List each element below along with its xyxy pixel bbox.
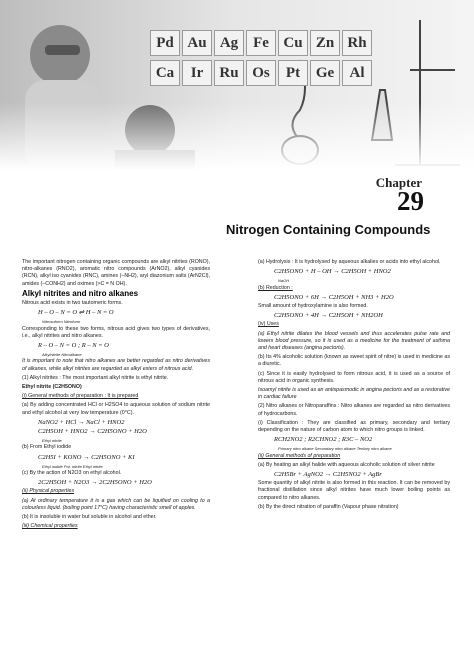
chapter-number: 29 xyxy=(397,186,424,216)
element-cell: Ag xyxy=(214,30,244,56)
tautomer-caption: Nitrosoform Nitroform xyxy=(42,319,81,325)
classification-caption: Primary nitro alkane Secondary nitro alkane Tertiary nitro alkane xyxy=(278,446,392,452)
physical-property-a: (a) At ordinary temperature it is a gas which can be liquified on cooling to a colourless liquid. (boiling point 17°C) having characteristic smell of apples. xyxy=(22,497,210,511)
equation-2-caption: Ethyl nitrite xyxy=(42,438,62,444)
physical-property-b: (b) It is insoluble in water but soluble in alcohol and ether. xyxy=(22,514,157,521)
element-cell: Pt xyxy=(278,60,308,86)
reduction-equation-2: C2H5ONO + 4H → C2H5OH + NH2OH xyxy=(274,312,383,320)
element-cell: Pd xyxy=(150,30,180,56)
equation-4: 2C2H5OH + N2O3 → 2C2H5ONO + H2O xyxy=(38,479,152,487)
equation-3-caption: Ethyl iodide Pot. nitrite Ethyl nitrite xyxy=(42,463,103,469)
method-a-paragraph: (a) By adding concentrated HCl or H2SO4 to aqueous solution of sodium nitrite and ethyl alcohol at very low temperature (0°C). xyxy=(22,402,210,416)
classification-formula: RCH2NO2 ; R2CHNO2 ; R3C – NO2 xyxy=(274,436,373,444)
nitro-alkanes-paragraph: (2) Nitro alkanes or Nitroparaffins : Nitro alkanes are regarded as nitro derivatives of hydrocarbons. xyxy=(258,403,450,417)
alkyl-nitrites-paragraph: (1) Alkyl nitrites : The most important alkyl nitrite is ethyl nitrite. xyxy=(22,374,169,381)
section-heading: Alkyl nitrites and nitro alkanes xyxy=(22,288,139,298)
derivatives-paragraph: Corresponding to these two forms, nitrous acid gives two types of derivatives, i.e., alkyl nitrites and nitro alkanes. xyxy=(22,325,210,339)
equation-3: C2H5I + KONO → C2H5ONO + KI xyxy=(38,453,135,461)
reduction-note: Small amount of hydroxylamine is also formed. xyxy=(258,303,368,310)
element-cell: Au xyxy=(182,30,212,56)
use-c: (c) Since it is easily hydrolysed to form nitrous acid, it is used as a source of nitrous acid in organic synthesis. xyxy=(258,370,450,384)
use-b: (b) Its 4% alcoholic solution (known as sweet spirit of nitre) is used in medicine as a diuretic. xyxy=(258,354,450,368)
chapter-label: Chapter xyxy=(375,175,422,190)
method-b-paragraph: (b) From Ethyl iodide xyxy=(22,444,72,451)
nitro-method-b: (b) By the direct nitration of paraffin (Vapour phase nitration) xyxy=(258,503,399,510)
left-column xyxy=(22,259,210,533)
classification-paragraph: (i) Classification : They are classified as primary, secondary and tertiary depending on the nature of carbon atom to which nitro groups is linked. xyxy=(258,419,450,434)
hydrolysis-reagent: NaOH xyxy=(278,278,290,284)
physical-properties-heading: (ii) Physical properties xyxy=(22,488,75,495)
element-cell: Ir xyxy=(182,60,212,86)
chemical-properties-heading: (iii) Chemical properties xyxy=(22,523,78,530)
hydrolysis-paragraph: (a) Hydrolysis : It is hydrolysed by aqueous alkalies or acids into ethyl alcohol. xyxy=(258,259,441,265)
chapter-banner-image xyxy=(0,0,474,170)
method-c-paragraph: (c) By the action of N2O3 on ethyl alcohol. xyxy=(22,470,122,477)
tautomer-intro: Nitrous acid exists in two tautomeric forms. xyxy=(22,300,123,307)
chapter-title: Nitrogen Containing Compounds xyxy=(226,222,431,237)
element-cell: Os xyxy=(246,60,276,86)
alkyl-nitrite-note: Some quantity of alkyl nitrite is also formed in this reaction. It can be removed by fractional distillation since alkyl nitrites have much lower boiling points as compared to nitro alkanes. xyxy=(258,480,450,501)
reduction-equation: C2H5ONO + 6H → C2H5OH + NH3 + H2O xyxy=(274,293,394,301)
intro-paragraph: The important nitrogen containing organic compounds are alkyl nitrites (RONO), nitro-alkanes (RNO2), aromatic nitro compounds (ArNO2), alkyl cyanides (RCN), alkyl iso cyanides (RNC), amines (–NH2), aryl diazonium salts (ArN2Cl), amides (–CONH2) and oximes (>C = N OH). xyxy=(22,259,210,287)
element-cell: Zn xyxy=(310,30,340,56)
ethyl-nitrite-heading: Ethyl nitrite (C2H5ONO) xyxy=(22,384,82,391)
silver-nitrite-equation: C2H5Br + AgNO2 → C2H5NO2 + AgBr xyxy=(274,471,382,479)
element-cell: Rh xyxy=(342,30,372,56)
element-cell: Ca xyxy=(150,60,180,86)
important-note: It is important to note that nitro alkanes are better regarded as nitro derivatives of alkanes, while alkyl nitrites are regarded as alkyl esters of nitrous acid. xyxy=(22,358,210,372)
derivative-formula: R – O – N = O ; R – N = O xyxy=(38,342,109,350)
right-column xyxy=(258,259,450,513)
hydrolysis-equation: C2H5ONO + H – OH → C2H5OH + HNO2 xyxy=(274,268,391,276)
element-cell: Fe xyxy=(246,30,276,56)
general-methods-heading: (i) General methods of preparation : It is prepared xyxy=(22,393,139,400)
reduction-heading: (b) Reduction : xyxy=(258,284,293,291)
equation-2: C2H5OH + HNO2 → C2H5ONO + H2O xyxy=(38,428,147,436)
element-cell: Ge xyxy=(310,60,340,86)
element-cell: Ru xyxy=(214,60,244,86)
nitro-general-methods-heading: (ii) General methods of preparation xyxy=(258,452,341,459)
tautomer-formula: H – O – N = O ⇌ H – N = O xyxy=(38,309,114,317)
periodic-table-background xyxy=(150,0,390,120)
uses-heading: (iv) Uses xyxy=(258,321,279,328)
element-cell: Cu xyxy=(278,30,308,56)
derivative-caption: Alkylnitrite Nitroalkane xyxy=(42,352,82,358)
isoamyl-note: Isoamyl nitrite is used as an antispasmodic in angina pectoris and as a restorative in cardiac failure xyxy=(258,387,450,401)
equation-1: NaNO2 + HCl → NaCl + HNO2 xyxy=(38,418,125,426)
use-a: (a) Ethyl nitrite dilates the blood vessels and thus accelerates pulse rate and lowers blood pressure, so it is used as a medicine for the treatment of asthma and heart diseases (angina pectoris). xyxy=(258,330,450,352)
nitro-method-a: (a) By heating an alkyl halide with aqueous alcoholic solution of silver nitrite xyxy=(258,461,435,468)
element-cell: Al xyxy=(342,60,372,86)
